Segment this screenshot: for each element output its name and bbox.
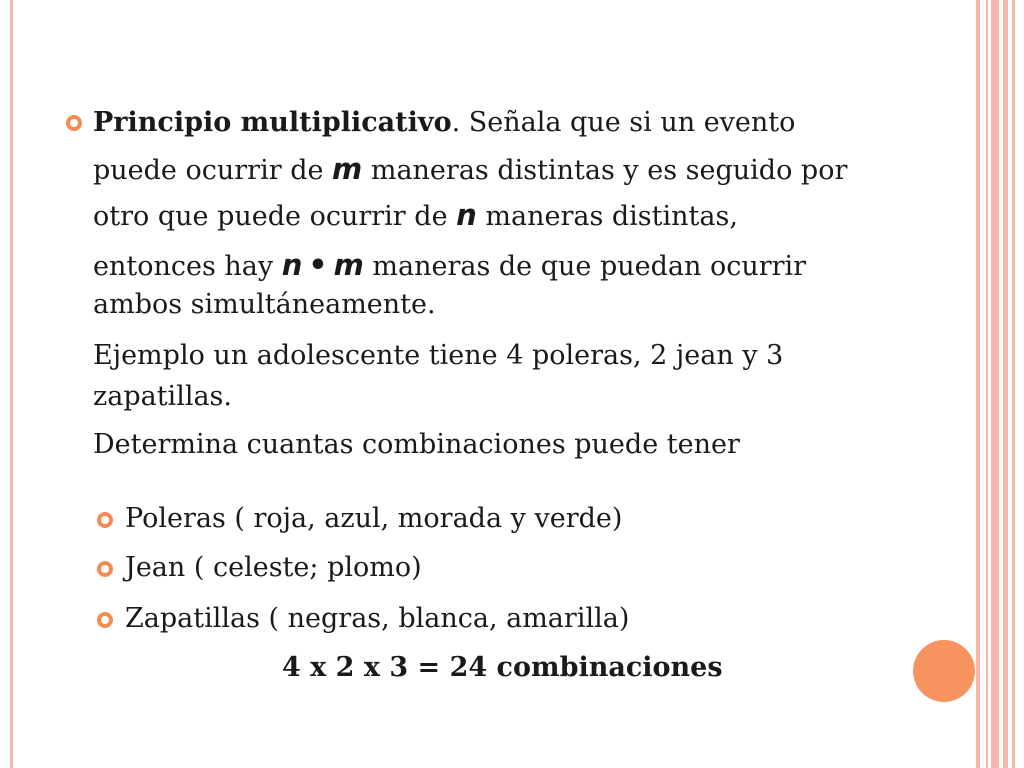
result-formula: 4 x 2 x 3 = 24 combinaciones — [282, 652, 723, 683]
text: Determina cuantas combinaciones puede tener — [93, 429, 740, 460]
variable-m: m — [332, 152, 363, 186]
principle-title: Principio multiplicativo — [93, 107, 452, 138]
text: ambos simultáneamente. — [93, 289, 436, 320]
text: . Señala que si un evento — [451, 107, 796, 138]
text: zapatillas. — [93, 381, 232, 412]
bullet-icon — [97, 512, 113, 528]
bullet-icon — [66, 115, 82, 131]
multiplication-dot: • — [308, 248, 328, 283]
text: puede ocurrir de — [93, 155, 333, 186]
text-line-1 — [93, 107, 795, 139]
list-item: Poleras ( roja, azul, morada y verde) — [125, 503, 623, 534]
determine-line — [93, 429, 740, 461]
text-line-4 — [93, 249, 806, 283]
text: Ejemplo un adolescente tiene 4 poleras, 2 jean y 3 — [93, 340, 784, 371]
text: maneras distintas, — [476, 201, 738, 232]
variable-m: m — [333, 248, 364, 282]
text: maneras de que puedan ocurrir — [363, 251, 807, 282]
variable-n: n — [456, 198, 477, 232]
text: otro que puede ocurrir de — [93, 201, 457, 232]
text-line-5 — [93, 289, 436, 321]
bullet-icon — [97, 612, 113, 628]
list-item: Jean ( celeste; plomo) — [125, 552, 422, 583]
text-line-2 — [93, 153, 847, 187]
text: entonces hay — [93, 251, 282, 282]
example-line-1 — [93, 340, 783, 372]
variable-n: n — [281, 248, 303, 282]
text: maneras distintas y es seguido por — [362, 155, 848, 186]
example-line-2 — [93, 381, 232, 413]
text-line-3 — [93, 199, 738, 233]
bullet-icon — [97, 561, 113, 577]
list-item: Zapatillas ( negras, blanca, amarilla) — [125, 603, 630, 634]
